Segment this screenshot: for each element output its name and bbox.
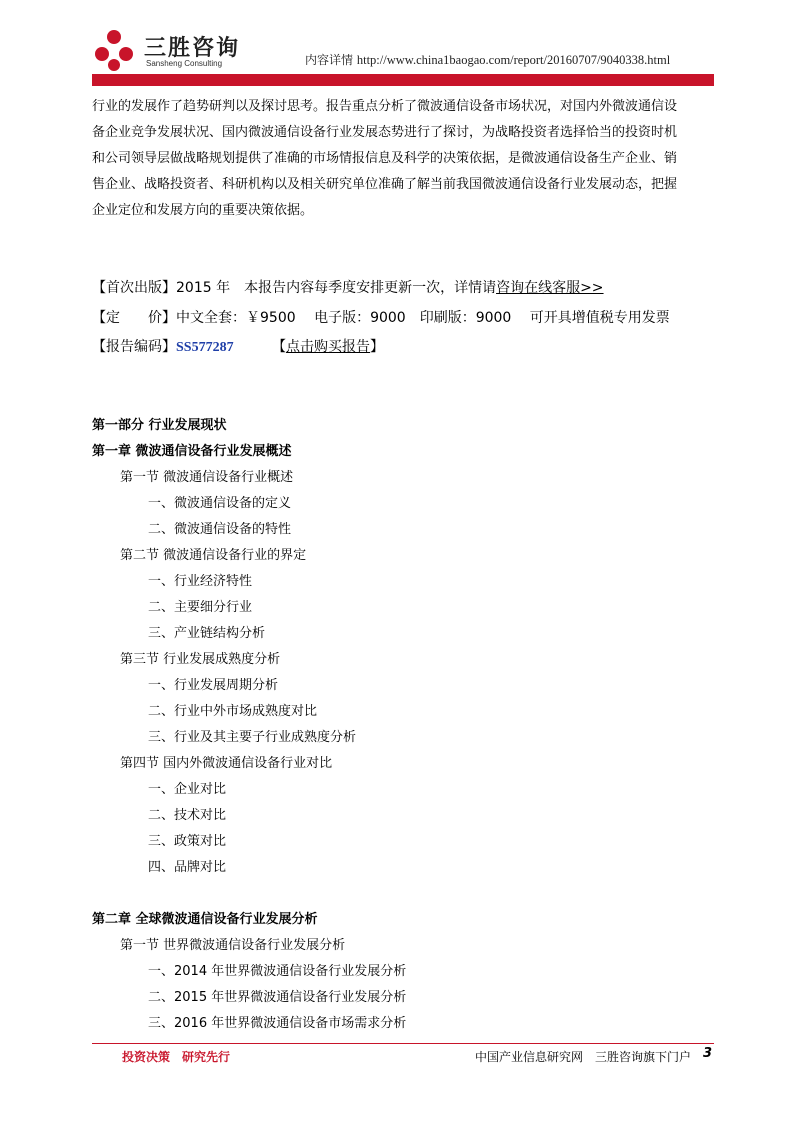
buy-report-link[interactable]: 点击购买报告 — [286, 339, 371, 355]
url-label: 内容详情 — [305, 53, 354, 67]
page-number: 3 — [703, 1046, 713, 1061]
company-logo — [92, 28, 242, 76]
online-service-link[interactable]: 咨询在线客服>> — [496, 280, 604, 296]
toc-chapter: 第一章 微波通信设备行业发展概述 — [92, 444, 292, 459]
price-label: 【定 价】 — [92, 310, 176, 326]
toc-section: 第一节 世界微波通信设备行业发展分析 — [120, 938, 346, 953]
report-url-link[interactable]: http://www.china1baogao.com/report/20160707/9040338.html — [356, 53, 671, 67]
first-publication-line — [92, 277, 604, 297]
toc-subsection: 一、2014 年世界微波通信设备行业发展分析 — [148, 964, 407, 979]
sansheng-logo-icon — [92, 28, 136, 72]
toc-subsection: 一、微波通信设备的定义 — [148, 496, 292, 511]
footer-line — [92, 1043, 714, 1044]
report-code-line — [92, 336, 384, 356]
intro-line: 备企业竞争发展状况、国内微波通信设备行业发展态势进行了探讨，为战略投资者选择恰当的投资时机 — [92, 125, 678, 140]
toc-subsection: 三、行业及其主要子行业成熟度分析 — [148, 730, 357, 745]
logo-english-name: Sansheng Consulting — [146, 59, 223, 68]
logo-chinese-name: 三胜咨询 — [144, 36, 241, 61]
buy-bracket-close: 】 — [370, 339, 385, 355]
toc-chapter: 第一部分 行业发展现状 — [92, 418, 227, 433]
intro-paragraph — [92, 94, 722, 224]
price-line — [92, 307, 670, 327]
header-url-line — [305, 51, 670, 68]
buy-bracket-open: 【 — [272, 339, 287, 355]
toc-section: 第四节 国内外微波通信设备行业对比 — [120, 756, 333, 771]
toc-subsection: 三、政策对比 — [148, 834, 227, 849]
toc-section: 第三节 行业发展成熟度分析 — [120, 652, 281, 667]
toc-subsection: 一、行业发展周期分析 — [148, 678, 279, 693]
price-value: 中文全套：￥9500 电子版：9000 印刷版：9000 可开具增值税专用发票 — [176, 310, 670, 326]
first-pub-label: 【首次出版】 — [92, 280, 176, 296]
toc-subsection: 二、2015 年世界微波通信设备行业发展分析 — [148, 990, 407, 1005]
toc-section: 第一节 微波通信设备行业概述 — [120, 470, 294, 485]
first-pub-value: 2015 年 本报告内容每季度安排更新一次，详情请 — [176, 280, 497, 296]
toc-subsection: 三、2016 年世界微波通信设备市场需求分析 — [148, 1016, 407, 1031]
toc-subsection: 二、主要细分行业 — [148, 600, 253, 615]
toc-chapter: 第二章 全球微波通信设备行业发展分析 — [92, 912, 318, 927]
toc-subsection: 一、行业经济特性 — [148, 574, 253, 589]
report-code: SS577287 — [176, 340, 234, 355]
header-red-bar — [92, 74, 714, 86]
intro-line: 售企业、战略投资者、科研机构以及相关研究单位准确了解当前我国微波通信设备行业发展动态，把握 — [92, 177, 678, 192]
toc-section: 第二节 微波通信设备行业的界定 — [120, 548, 307, 563]
intro-line: 和公司领导层做战略规划提供了准确的市场情报信息及科学的决策依据，是微波通信设备生产企业、销 — [92, 151, 678, 166]
toc-subsection: 二、技术对比 — [148, 808, 227, 823]
footer-slogan: 投资决策 研究先行 — [122, 1050, 231, 1064]
intro-line: 企业定位和发展方向的重要决策依据。 — [92, 203, 314, 218]
toc-subsection: 二、行业中外市场成熟度对比 — [148, 704, 318, 719]
toc-subsection: 二、微波通信设备的特性 — [148, 522, 292, 537]
code-label: 【报告编码】 — [92, 339, 176, 355]
toc-subsection: 四、品牌对比 — [148, 860, 227, 875]
footer-portal-text: 中国产业信息研究网 三胜咨询旗下门户 — [475, 1050, 692, 1064]
intro-line: 行业的发展作了趋势研判以及探讨思考。报告重点分析了微波通信设备市场状况，对国内外微波通信设 — [92, 99, 678, 114]
toc-subsection: 三、产业链结构分析 — [148, 626, 266, 641]
toc-subsection: 一、企业对比 — [148, 782, 227, 797]
